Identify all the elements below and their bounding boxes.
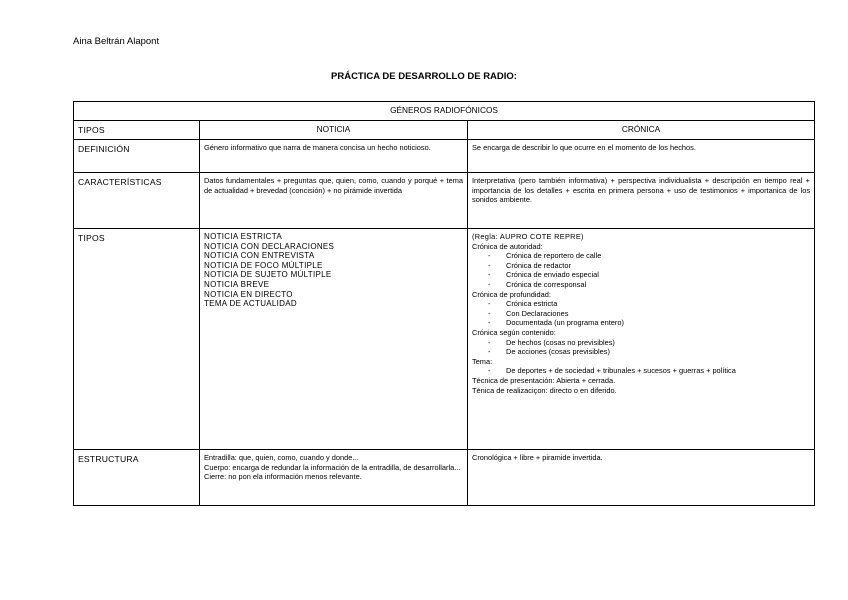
definicion-cronica: Se encarga de describir lo que ocurre en el momento de los hechos. [468, 140, 815, 173]
caracteristicas-cronica: Interpretativa (pero también informativa) + perspectiva individualista + descripción en tiempo real + importancia de los detalles + escrita en primera persona + uso de testimonios + importanica de los sonidos ambiente. [468, 173, 815, 229]
cronica-profundidad-heading: Crónica de profundidad: [472, 289, 551, 299]
list-item: - Crónica de corresponsal [472, 280, 810, 290]
cronica-realizacion: Ténica de realizaciçon: directo o en diferido. [472, 385, 617, 395]
list-item: - Crónica de reportero de calle [472, 251, 810, 261]
table-row-tipos [74, 229, 815, 450]
table-header-row [74, 102, 815, 121]
row-label-estructura: ESTRUCTURA [74, 450, 200, 506]
tipos-noticia-list [200, 229, 468, 450]
list-item: - De acciones (cosas previsibles) [472, 347, 810, 357]
estructura-cuerpo: Cuerpo: encarga de redundar la información de la entradilla, de desarrollarla... [204, 462, 461, 472]
table-header: GÉNEROS RADIOFÓNICOS [74, 102, 815, 121]
estructura-cronica: Cronológica + libre + piramide invertida. [468, 450, 815, 506]
tipos-cronica-list [468, 229, 815, 450]
cronica-autoridad-heading: Crónica de autoridad: [472, 241, 543, 251]
author-name: Aina Beltrán Alapont [73, 36, 160, 47]
row-label-definicion: DEFINICIÓN [74, 140, 200, 173]
list-item: - Documentada (un programa entero) [472, 318, 810, 328]
list-item: NOTICIA DE FOCO MÚLTIPLE [204, 260, 323, 270]
document-title: PRÁCTICA DE DESARROLLO DE RADIO: [331, 71, 517, 82]
cronica-tecnica: Técnica de presentación: Abierta + cerrada. [472, 375, 616, 385]
list-item: - De hechos (cosas no previsibles) [472, 338, 810, 348]
list-item: - Crónica estricta [472, 299, 810, 309]
col-noticia-header: NOTICIA [200, 120, 468, 140]
definicion-noticia: Género informativo que narra de manera concisa un hecho noticioso. [200, 140, 468, 173]
table-row-definicion [74, 140, 815, 173]
table-row-estructura [74, 450, 815, 506]
cronica-tema-heading: Tema: [472, 356, 493, 366]
list-item: NOTICIA CON ENTREVISTA [204, 251, 315, 261]
estructura-cierre: Cierre: no pon ela información menos relevante. [204, 472, 362, 482]
row-label-tipos: TIPOS [74, 229, 200, 450]
list-item: - De deportes + de sociedad + tribunales + sucesos + guerras + política [472, 366, 810, 376]
list-item: NOTICIA DE SUJETO MÚLTIPLE [204, 270, 332, 280]
list-item: NOTICIA ESTRICTA [204, 232, 282, 241]
cronica-contenido-heading: Crónica según contenido: [472, 327, 556, 337]
list-item: TEMA DE ACTUALIDAD [204, 299, 297, 309]
list-item: NOTICIA EN DIRECTO [204, 289, 293, 299]
table-row-caracteristicas [74, 173, 815, 229]
caracteristicas-noticia: Datos fundamentales + preguntas que, quien, como, cuando y porqué + tema de actualidad + brevedad (concisión) + no pirámide invertida [200, 173, 468, 229]
list-item: NOTICIA BREVE [204, 279, 270, 289]
list-item: - Crónica de enviado especial [472, 270, 810, 280]
estructura-noticia [200, 450, 468, 506]
col-cronica-header: CRÓNICA [468, 120, 815, 140]
list-item: NOTICIA CON DECLARACIONES [204, 241, 335, 251]
estructura-entradilla: Entradilla: que, quien, como, cuando y donde... [204, 453, 359, 462]
list-item: - Con Declaraciones [472, 309, 810, 319]
cronica-regla: (Regla: AUPRO COTE REPRE) [472, 232, 584, 241]
column-header-row [74, 120, 815, 140]
list-item: - Crónica de redactor [472, 261, 810, 271]
col-label-header: TIPOS [74, 120, 200, 140]
row-label-caracteristicas: CARACTERÍSTICAS [74, 173, 200, 229]
genres-table [73, 101, 815, 506]
